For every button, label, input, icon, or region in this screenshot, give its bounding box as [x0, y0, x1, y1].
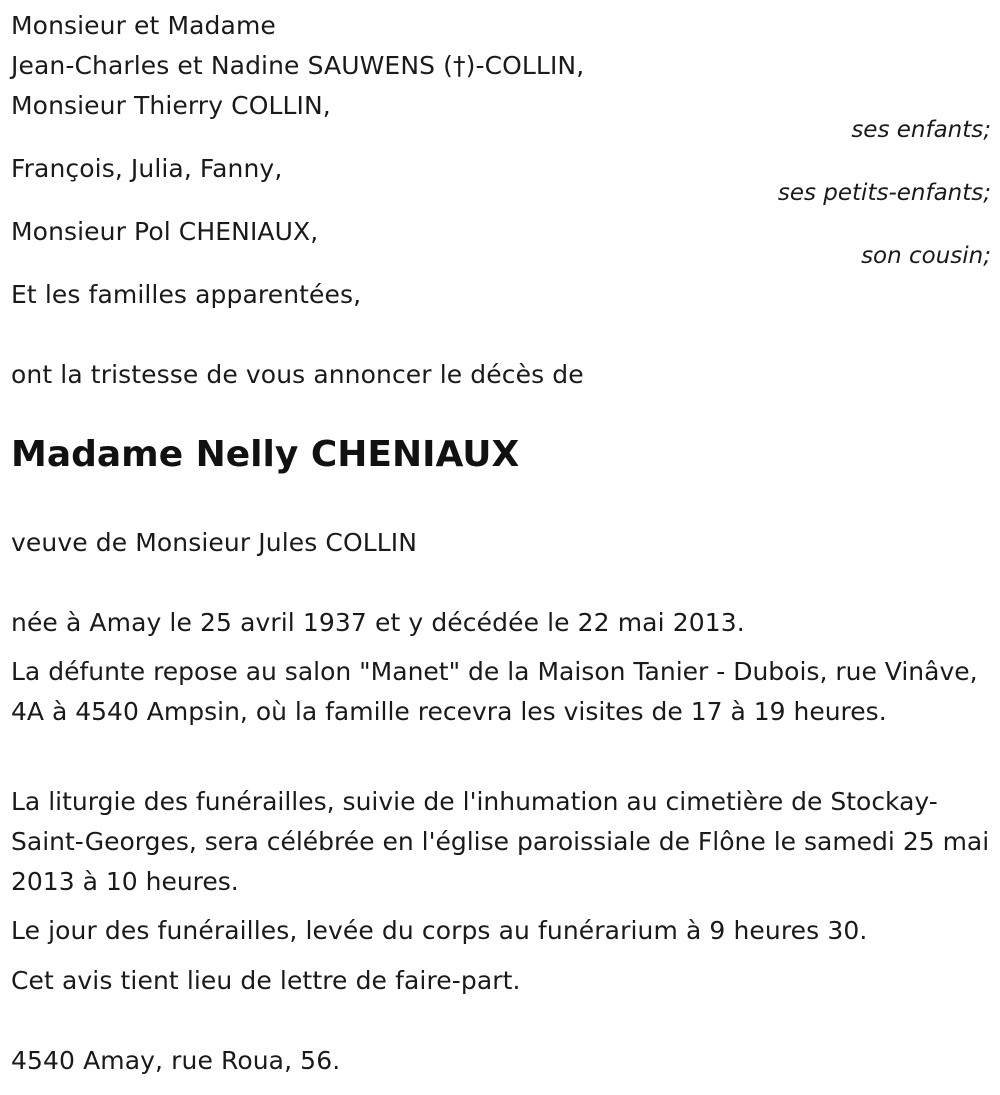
related-families: Et les familles apparentées,	[11, 280, 362, 309]
repose-paragraph: La défunte repose au salon "Manet" de la Maison Tanier - Dubois, rue Vinâve, 4A à 4540 Ampsin, où la famille recevra les visites de 17 à 19 heures.	[11, 657, 978, 726]
family-line-3: Monsieur Thierry COLLIN,	[11, 91, 331, 120]
family-line-1: Monsieur et Madame	[11, 11, 276, 40]
family-address: 4540 Amay, rue Roua, 56.	[11, 1046, 341, 1075]
cousin-name: Monsieur Pol CHENIAUX,	[11, 217, 319, 246]
role-cousin: son cousin;	[861, 243, 991, 269]
role-children: ses enfants;	[851, 117, 991, 143]
funeral-day-paragraph: Le jour des funérailles, levée du corps au funérarium à 9 heures 30.	[11, 916, 868, 945]
deceased-name: Madame Nelly CHENIAUX	[11, 434, 520, 475]
intro-sentence: ont la tristesse de vous annoncer le décès de	[11, 360, 584, 389]
birth-death-dates: née à Amay le 25 avril 1937 et y décédée le 22 mai 2013.	[11, 608, 745, 637]
grandchildren-names: François, Julia, Fanny,	[11, 154, 283, 183]
notice-paragraph: Cet avis tient lieu de lettre de faire-part.	[11, 966, 521, 995]
role-grandchildren: ses petits-enfants;	[777, 180, 991, 206]
family-line-2: Jean-Charles et Nadine SAUWENS (†)-COLLIN,	[11, 51, 585, 80]
widow-of: veuve de Monsieur Jules COLLIN	[11, 528, 418, 557]
liturgy-paragraph: La liturgie des funérailles, suivie de l'inhumation au cimetière de Stockay-Saint-Georges, sera célébrée en l'église paroissiale de Flône le samedi 25 mai 2013 à 10 heures.	[11, 787, 990, 896]
